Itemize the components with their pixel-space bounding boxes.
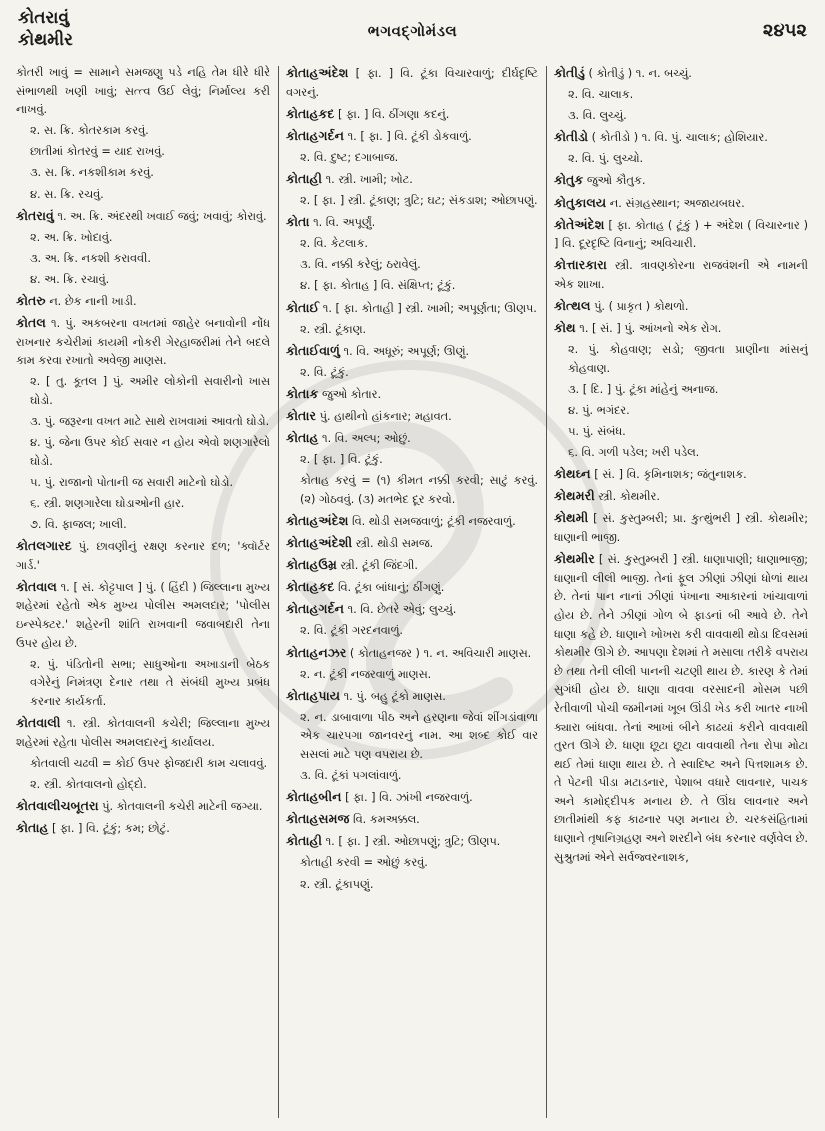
definition-text: [ ફા. ] વિ. ઝાંખી નજરવાળું. bbox=[341, 791, 473, 805]
definition-text: વિ. ટૂંકા બાંધાનું; ઠીંગણું. bbox=[334, 581, 445, 595]
definition-text: [ સં. ] વિ. કૃમિનાશક; જંતુનાશક. bbox=[590, 468, 747, 482]
headword: કોતાહઉમ્ર bbox=[286, 557, 337, 573]
definition-text: ૪. અ. ક્રિ. રચાવું. bbox=[30, 272, 110, 286]
guide-word-last: કોથમીર bbox=[18, 30, 73, 50]
sense-line bbox=[16, 776, 270, 795]
definition-text: ૨. ન. ટૂંકી નજરવાળું માણસ. bbox=[300, 667, 432, 681]
definition-text: ૨. [ ફા. ] વિ. ટૂંકું. bbox=[300, 453, 383, 467]
headword: કોતુકાલય bbox=[554, 194, 607, 210]
sense-line bbox=[286, 622, 538, 641]
definition-text: ૪. પું. ભગંદર. bbox=[568, 404, 630, 417]
sense-line bbox=[286, 451, 538, 470]
definition-text: પું. હાથીનો હાંકનાર; મહાવત. bbox=[316, 410, 452, 423]
dictionary-entry bbox=[286, 342, 538, 362]
definition-text: કોતાહ કરવું = (૧) કીમત નક્કી કરવી; સાટું કરવું. (૨) ગોઠવવું. (૩) મતભેદ દૂર કરવો. bbox=[300, 474, 538, 506]
definition-text: ૧. [ ફા. ] વિ. ટૂંકી ડોકવાળું. bbox=[344, 129, 472, 143]
definition-text: ૨. [ ફા. ] સ્ત્રી. ટૂંકાણ; ત્રુટિ; ઘટ; સંકડાશ; ઓછાપણું. bbox=[300, 194, 538, 208]
definition-text: ૫. પું. રાજાનો પોતાની જ સવારી માટેનો ઘોડો. bbox=[30, 475, 234, 489]
sense-line bbox=[286, 876, 538, 895]
definition-text: ૨. વિ. ટૂંકું. bbox=[300, 365, 349, 379]
definition-text: ૧. [ સં. ] પું. આંખનો એક રોગ. bbox=[575, 322, 722, 336]
definition-text: ૨. સ્ત્રી. કોતવાલનો હોદ્દો. bbox=[30, 777, 147, 791]
dictionary-entry bbox=[554, 487, 808, 507]
sense-line bbox=[554, 402, 808, 421]
dictionary-entry bbox=[554, 128, 808, 148]
definition-text: ૨. વિ. પું. લુચ્ચો. bbox=[568, 152, 644, 166]
dictionary-entry bbox=[554, 194, 808, 214]
definition-text: છાતીમાં કોતરવું = યાદ રાખવું. bbox=[30, 145, 165, 159]
definition-text: ૩. પું. જરૂરના વખત માટે સાથે રાખવામાં આવતો ઘોડો. bbox=[30, 415, 270, 429]
headword: કોતુક bbox=[554, 172, 584, 188]
headword: કોતાઈ bbox=[286, 299, 320, 315]
definition-text: વિ. થોડી સમજવાળું; ટૂંકી નજરવાળું. bbox=[348, 514, 516, 528]
sense-line bbox=[554, 381, 808, 400]
dictionary-entry bbox=[286, 170, 538, 190]
headword: કોતેઅંદેશ bbox=[554, 216, 605, 232]
sense-line bbox=[554, 86, 808, 105]
definition-text: [ ફા. ] વિ. ઠીંગણા કદનું. bbox=[334, 107, 450, 121]
headword: કોતવાલી bbox=[16, 715, 61, 730]
dictionary-entry bbox=[286, 512, 538, 532]
headword: કોથમરી bbox=[554, 488, 595, 504]
headword: કોતા bbox=[286, 214, 310, 230]
definition-text: વિ. કમઅક્કલ. bbox=[349, 813, 420, 827]
headword: કોતાહકદ bbox=[286, 579, 335, 595]
definition-text: ૨. પું. પંડિતોની સભા; સાધુઓના અખાડાની બેઠક વગેરેનું નિમંત્રણ દેનાર તથા તે સંબંધી મુખ્ય પ્રબંધ કરનાર કાર્યકર્તા. bbox=[30, 657, 270, 708]
dictionary-entry bbox=[286, 429, 538, 449]
headword: કોત્થલ bbox=[554, 298, 591, 314]
definition-text: ૨. સ્ત્રી. ટૂંકાણ. bbox=[300, 322, 367, 336]
headword: કોતાહઅંદેશ bbox=[286, 65, 349, 80]
dictionary-entry bbox=[554, 171, 808, 191]
headword: કોતાહબીન bbox=[286, 789, 342, 805]
dictionary-entry bbox=[554, 319, 808, 339]
definition-text: ૧. વિ. અપૂર્ણું. bbox=[309, 216, 376, 230]
dictionary-entry bbox=[286, 644, 538, 664]
dictionary-entry bbox=[16, 314, 270, 371]
dictionary-entry bbox=[16, 537, 270, 575]
dictionary-entry bbox=[286, 299, 538, 319]
definition-text: ૧. વિ. અલ્પ; ઓછું. bbox=[318, 432, 411, 446]
dictionary-entry bbox=[286, 578, 538, 598]
definition-text: [ ફા. ] વિ. ટૂંકા વિચારવાળું; દીર્ઘદૃષ્ટિ વગરનું. bbox=[286, 67, 538, 99]
definition-text: ૨. [ તુ. કૂતલ ] પું. અમીર લોકોની સવારીનો ખાસ ઘોડો. bbox=[30, 375, 270, 407]
definition-text: પું. કોતવાલની કચેરી માટેની જગ્યા. bbox=[98, 799, 263, 813]
sense-line bbox=[554, 444, 808, 463]
definition-text: ૧. [ ફા. કોતાહી ] સ્ત્રી. ખામી; અપૂર્ણતા; ઊણપ. bbox=[319, 301, 537, 315]
definition-text: સ્ત્રી. ટૂંકી જિંદગી. bbox=[336, 559, 418, 573]
definition-text: ૩. વિ. ટૂંકાં પગલાંવાળું. bbox=[300, 769, 402, 783]
sense-line bbox=[286, 321, 538, 340]
definition-text: ૪. [ ફા. કોતાહ ] વિ. સંક્ષિપ્ત; ટૂંકું. bbox=[300, 279, 456, 293]
definition-text: ૨. પું. કોહવાણ; સડો; જીવતા પ્રાણીના માંસનું કોહવાણ. bbox=[568, 343, 808, 375]
sense-line bbox=[16, 271, 270, 290]
sense-line bbox=[286, 149, 538, 168]
definition-text: [ સં. કુસ્તુમ્બરી; પ્રા. કુત્થુંભરી ] સ્ત્રી. કોથમીર; ધાણાની ભાજી. bbox=[554, 512, 808, 545]
sense-line bbox=[554, 423, 808, 442]
definition-text: ૬. વિ. ગળી પડેલ; ખરી પડેલ. bbox=[568, 446, 700, 460]
definition-text: ૬. સ્ત્રી. શણગારેલા ઘોડાઓની હાર. bbox=[30, 496, 185, 510]
dictionary-entry bbox=[16, 819, 270, 839]
headword: કોતાઈવાળું bbox=[286, 342, 340, 358]
sense-line bbox=[286, 472, 538, 509]
headword: કોત્તારકારા bbox=[554, 257, 607, 273]
definition-text: ૧. [ સં. કોટ્ટપાલ ] પું. ( હિંદી ) જિલ્લાના મુખ્ય શહેરમાં રહેતો એક મુખ્ય પોલીસ અમલદાર; 'પોલીસ ઇન્સ્પેક્ટર.' શહેરની શાંતિ રાખવાની જવાબદારી તેના ઉપર હોય છે. bbox=[16, 580, 270, 650]
definition-text: ( કોતીડું ) ૧. ન. બચ્ચું. bbox=[584, 67, 692, 80]
definition-text: કોતરી ખાવું = સામાને સમજણુ પડે નહિ તેમ ધીરે ધીરે સંભાળથી ખણી ખાવું; સત્ત્વ ઉઈ લેવું; નિર્માલ્ય કરી નાખવું. bbox=[16, 66, 270, 117]
definition-text: કોતાહી કરવી = ઓછું કરવું. bbox=[300, 856, 428, 870]
dictionary-entry bbox=[286, 127, 538, 147]
definition-text: ૧. પું. બહુ ટૂંકો માણસ. bbox=[340, 689, 446, 703]
definition-text: [ ફા. ] વિ. ટૂંકું; કમ; છોટું. bbox=[48, 821, 170, 835]
sense-line bbox=[16, 250, 270, 269]
dictionary-entry bbox=[286, 407, 538, 427]
sense-line bbox=[16, 755, 270, 774]
sense-line bbox=[16, 495, 270, 514]
dictionary-entry bbox=[286, 385, 538, 405]
column-divider bbox=[278, 66, 279, 1118]
sense-line bbox=[286, 235, 538, 254]
sense-line bbox=[16, 122, 270, 141]
dictionary-entry bbox=[16, 292, 270, 312]
headword: કોતાહઅંદેશ bbox=[286, 512, 349, 528]
headword: કોથઘ્ન bbox=[554, 466, 591, 482]
dictionary-entry bbox=[554, 256, 808, 294]
definition-text: ૩. અ. ક્રિ. નકશી કરાવવી. bbox=[30, 251, 151, 265]
dictionary-column-1 bbox=[16, 64, 270, 1120]
sense-line bbox=[16, 143, 270, 162]
definition-text: પું. ( પ્રાકૃત ) કોથળો. bbox=[590, 300, 689, 314]
dictionary-entry bbox=[16, 797, 270, 817]
headword: કોતાહ bbox=[286, 430, 319, 446]
dictionary-entry bbox=[554, 465, 808, 485]
column-divider bbox=[546, 66, 547, 1118]
headword: કોતરુ bbox=[16, 293, 46, 309]
dictionary-entry bbox=[286, 600, 538, 620]
definition-text: ૨. વિ. કેટલાક. bbox=[300, 237, 369, 251]
definition-text: ૭. વિ. ફાજલ; ખાલી. bbox=[30, 518, 127, 532]
headword: કોતીડો bbox=[554, 129, 589, 145]
sense-line bbox=[286, 767, 538, 786]
dictionary-entry bbox=[554, 550, 808, 867]
definition-text: ૪. સ. ક્રિ. રચવું. bbox=[30, 187, 104, 201]
definition-text: ન. સંગ્રહસ્થાન; અજાયબઘર. bbox=[606, 196, 745, 210]
definition-text: ૧. વિ. છેતરે એવું; લુચ્ચું. bbox=[344, 603, 457, 617]
dictionary-entry bbox=[554, 216, 808, 254]
definition-text: ૨. સ્ત્રી. ટૂંકાપણું. bbox=[300, 877, 374, 891]
sense-line bbox=[286, 709, 538, 765]
headword: કોથમી bbox=[554, 510, 589, 526]
definition-text: ન. છેક નાની ખાડી. bbox=[45, 295, 137, 309]
definition-text: જુઓ કૌતુક. bbox=[583, 174, 646, 188]
sense-line bbox=[16, 474, 270, 493]
dictionary-entry bbox=[16, 578, 270, 653]
definition-text: ૧. [ ફા. ] સ્ત્રી. ઓછાપણું; ત્રુટિ; ઊણપ. bbox=[322, 835, 501, 849]
headword: કોથમીર bbox=[554, 551, 595, 567]
sense-line bbox=[16, 413, 270, 432]
sense-line bbox=[286, 666, 538, 685]
dictionary-entry bbox=[286, 64, 538, 102]
sense-line bbox=[16, 186, 270, 205]
sense-line bbox=[286, 192, 538, 211]
definition-text: જુઓ કોતાર. bbox=[318, 387, 382, 401]
dictionary-entry bbox=[286, 556, 538, 576]
definition-text: પું. છાવણીનું રક્ષણ કરનાર દળ; 'ક્વૉર્ટર ગાર્ડ.' bbox=[16, 540, 270, 572]
dictionary-entry bbox=[286, 105, 538, 125]
headword: કોતાહકદ bbox=[286, 105, 335, 121]
definition-text: ૩. વિ. લુચ્ચું. bbox=[568, 109, 627, 123]
sense-line bbox=[554, 107, 808, 126]
dictionary-entry bbox=[286, 687, 538, 707]
sense-line bbox=[286, 256, 538, 275]
dictionary-entry bbox=[286, 788, 538, 808]
sense-line bbox=[16, 164, 270, 183]
dictionary-entry bbox=[554, 297, 808, 317]
sense-line bbox=[554, 150, 808, 169]
headword: કોતીડું bbox=[554, 65, 585, 80]
dictionary-entry bbox=[286, 213, 538, 233]
definition-text: સ્ત્રી. ત્રાવણકોરના રાજવંશની એ નામની એક શાખા. bbox=[554, 259, 808, 291]
definition-text: ૨. અ. ક્રિ. ખોદાવું. bbox=[30, 230, 113, 244]
headword: કોથ bbox=[554, 320, 576, 336]
definition-text: ૨. વિ. ટૂંકી ગરદનવાળું. bbox=[300, 624, 403, 638]
dictionary-entry bbox=[286, 810, 538, 830]
dictionary-entry bbox=[16, 207, 270, 227]
headword: કોતાહનઝર bbox=[286, 644, 347, 660]
headword: કોતલગારદ bbox=[16, 538, 72, 554]
definition-text: ૨. વિ. દુષ્ટ; દગાબાજ. bbox=[300, 150, 399, 164]
headword: કોતવાલીચબૂતરા bbox=[16, 797, 99, 813]
sense-line bbox=[286, 277, 538, 296]
sense-line bbox=[286, 364, 538, 383]
guide-word-first: કોતરાવું bbox=[18, 8, 70, 28]
dictionary-entry bbox=[554, 64, 808, 84]
running-title: ભગવદ્ગોમંડલ bbox=[367, 22, 458, 40]
headword: કોતાહી bbox=[286, 170, 323, 186]
definition-text: ૩. સ. ક્રિ. નકશીકામ કરવું. bbox=[30, 166, 154, 180]
sense-line bbox=[16, 373, 270, 410]
dictionary-entry bbox=[286, 534, 538, 554]
definition-text: ૧. સ્ત્રી. ખામી; ખોટ. bbox=[322, 172, 413, 186]
headword: કોતાહ bbox=[16, 819, 49, 835]
sense-line bbox=[16, 656, 270, 712]
definition-text: ૩. વિ. નક્કી કરેલું; ઠરાવેલું. bbox=[300, 258, 421, 272]
headword: કોતાહી bbox=[286, 833, 323, 849]
headword: કોતાહગર્દન bbox=[286, 127, 345, 143]
headword: કોતાહગર્દન bbox=[286, 601, 345, 617]
definition-text: ( કોતાહનજર ) ૧. ન. અવિચારી માણસ. bbox=[346, 646, 532, 660]
sense-line bbox=[554, 341, 808, 378]
definition-text: સ્ત્રી. કોથમીર. bbox=[594, 490, 660, 504]
definition-text: ૧. વિ. અધૂરું; અપૂર્ણ; ઊણું. bbox=[339, 344, 470, 358]
headword: કોતાહસમજ bbox=[286, 811, 350, 827]
definition-text: કોતવાલી ચઢવી = કોઈ ઉપર ફોજદારી કામ ચલાવવું. bbox=[30, 756, 268, 770]
sense-line bbox=[16, 64, 270, 120]
headword: કોતાક bbox=[286, 385, 319, 401]
headword: કોતાર bbox=[286, 408, 316, 423]
definition-text: ૩. [ દિ. ] પું. ટૂંકા માંહેનું અનાજ. bbox=[568, 382, 719, 396]
definition-text: [ સં. કુસ્તુમ્બરી ] સ્ત્રી. ધાણાપાણી; ધાણાભાજી; ધાણાની લીલી ભાજી. તેનાં ફૂલ ઝીણાં ઝીણાં ધોળાં થાય છે. તેનાં પાન નાનાં ઝીણાં પંખાના આકારનાં ખાંચાવાળાં હોય છે. તેને ઝીણાં ગોળ બે ફાડનાં બી આવે છે. તેને ધાણા કહે છે. ધાણાને ખોખરા કરી વાવવાથી થોડા દિવસમાં કોથમીર ઊગે છે. આપણા દેશમાં તે મસાલા તરીકે વપરાય છે તથા તેની લીલી પાનની ચટણી થાય છે. કારણ કે તેમાં સુગંધી હોય છે. ધાણા વાવવા વરસાદની મોસમ પછી રેતીવાળી પોચી જમીનમાં ખૂબ ઊંડી ખેડ કરી ખાતર નાખી ક્યારા બાંધવા. તેનાં આખાં બીને કાઢયાં કરીને વાવવાથી તુરત ઊગે છે. ધાણા છૂટા છૂટા વાવવાથી તેના રોપા મોટા થઈ તેમાં ધાણા થાય છે. તે સ્વાદિષ્ટ અને પિત્તશામક છે. તે પેટની પીડા મટાડનાર, પેશાબ વધારે લાવનાર, પાચક અને કામોદ્દીપક મનાય છે. તે ઊંઘ લાવનાર અને છાતીમાંથી કફ કાઢનાર પણ મનાય છે. ચરકસંહિતામાં ધાણાને તૃષાનિગ્રહણ અને શરદીને બંધ કરનાર વર્ણવેલ છે. સુશ્રુતમાં એને સર્વજ્વરનાશક, bbox=[554, 553, 808, 864]
dictionary-entry bbox=[554, 509, 808, 547]
definition-text: ૨. વિ. ચાલાક. bbox=[568, 88, 634, 102]
definition-text: ૫. પું. સંબંધ. bbox=[568, 425, 626, 439]
headword: કોતવાલ bbox=[16, 578, 57, 594]
definition-text: ( કોતીડો ) ૧. વિ. પું. ચાલાક; હોશિયાર. bbox=[588, 131, 768, 145]
definition-text: ૪. પું. જેના ઉપર કોઈ સવાર ન હોય એવો શણગારેલો ઘોડો. bbox=[30, 436, 270, 468]
sense-line bbox=[16, 434, 270, 471]
sense-line bbox=[286, 854, 538, 873]
headword: કોતાહઅંદેશી bbox=[286, 535, 353, 551]
definition-text: ૨. સ. ક્રિ. કોતરકામ કરવું. bbox=[30, 124, 149, 138]
definition-text: ૨. ન. ડાબાવાળા પીઠ અને હરણના જેવાં શીંગડાંવાળા એક ચારપગા જાનવરનું નામ. આ શબ્દ કોઈ વાર સસલાં માટે પણ વપરાય છે. bbox=[300, 710, 538, 761]
dictionary-column-3 bbox=[554, 64, 808, 1120]
headword: કોતાહપાય bbox=[286, 687, 341, 703]
definition-text: ૧. સ્ત્રી. કોતવાલની કચેરી; જિલ્લાના મુખ્ય શહેરમાં રહેતા પોલીસ અમલદારનું કાર્યાલય. bbox=[16, 717, 270, 749]
page-number: ૨૪૫૨ bbox=[762, 20, 807, 41]
headword: કોતલ bbox=[16, 315, 46, 331]
definition-text: [ ફા. કોતાહ ( ટૂંકું ) + અંદેશ ( વિચારનાર ) ] વિ. દૂરદૃષ્ટિ વિનાનું; અવિચારી. bbox=[554, 218, 808, 251]
dictionary-entry bbox=[16, 714, 270, 752]
dictionary-entry bbox=[286, 832, 538, 852]
page-header bbox=[0, 0, 825, 64]
definition-text: સ્ત્રી. થોડી સમજ. bbox=[352, 537, 434, 551]
dictionary-column-2 bbox=[286, 64, 538, 1120]
headword: કોતરાવું bbox=[16, 207, 54, 223]
sense-line bbox=[16, 229, 270, 248]
definition-text: ૧. પું. અકબરના વખતમાં જાહેર બનાવોની નોંધ રાખનાર કચેરીમાં કાયમી નોકરી ગેરહાજરીમાં તેને બદલે કામ કરવા રખાતો અવેજી માણસ. bbox=[16, 317, 270, 368]
sense-line bbox=[16, 516, 270, 535]
definition-text: ૧. અ. ક્રિ. અંદરથી ખવાઈ જવું; ખવાવું; કોરાવું. bbox=[53, 209, 267, 223]
